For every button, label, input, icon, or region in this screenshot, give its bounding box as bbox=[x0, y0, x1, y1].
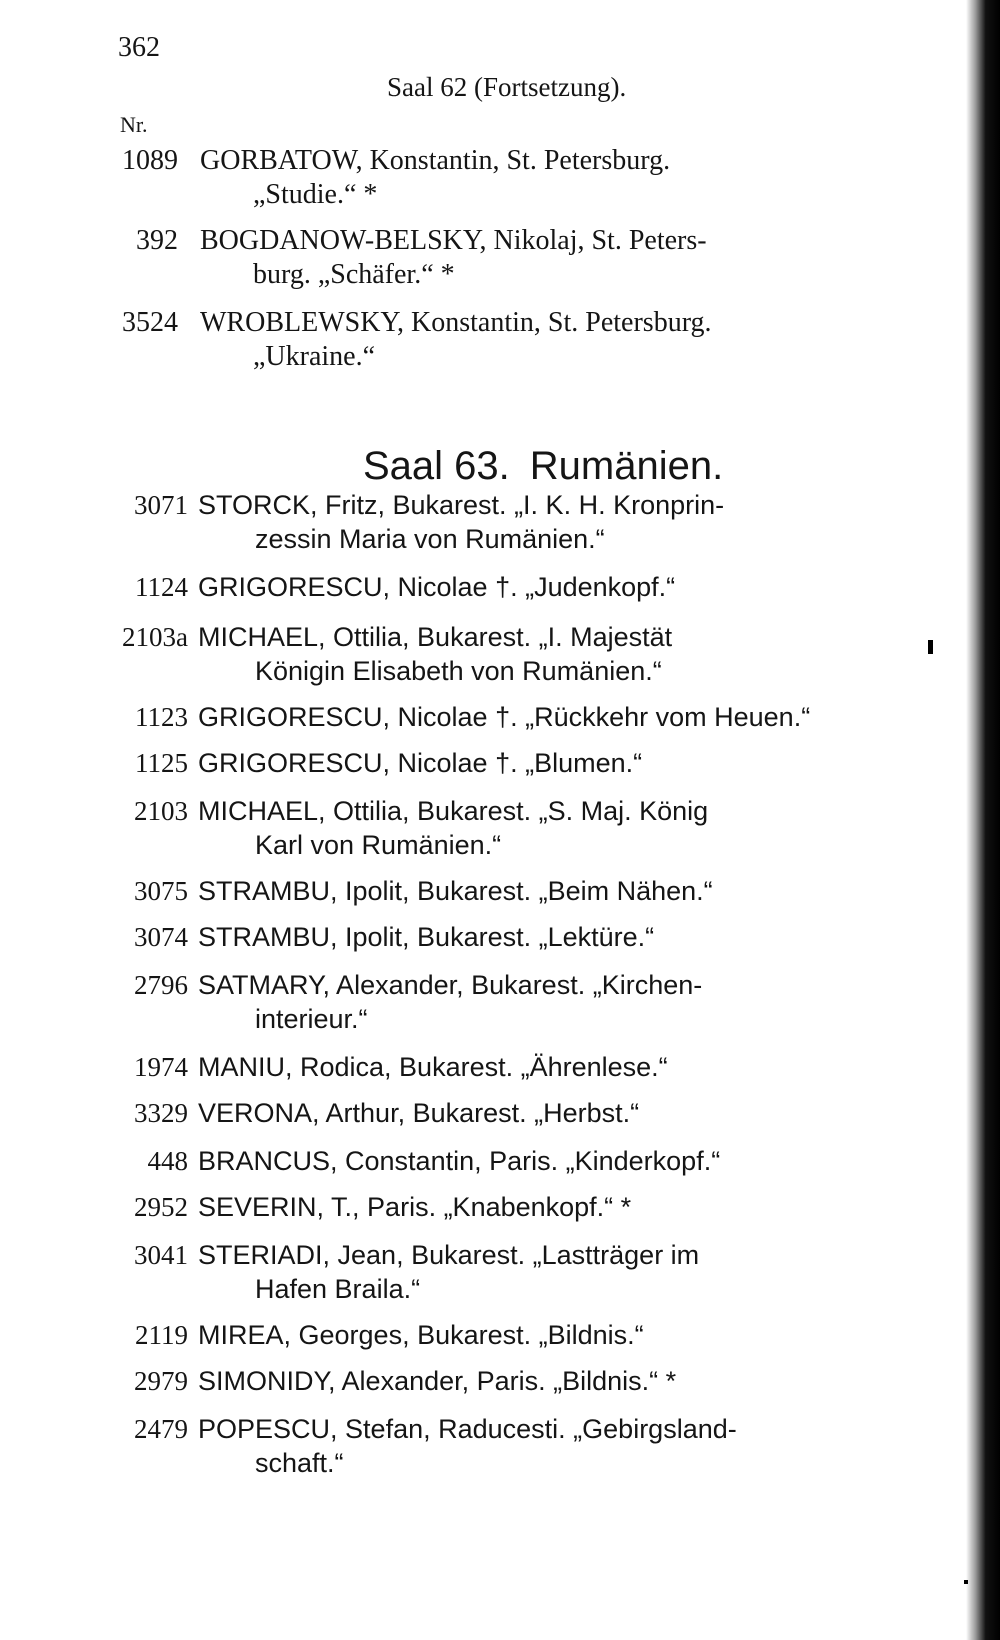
entry-text: GORBATOW, Konstantin, St. Petersburg. bbox=[200, 145, 671, 176]
entry-text: GRIGORESCU, Nicolae †. „Rückkehr vom Heuen.“ bbox=[198, 702, 811, 732]
running-head: Saal 62 (Fortsetzung). bbox=[387, 72, 627, 102]
entry-text: GRIGORESCU, Nicolae †. „Judenkopf.“ bbox=[198, 572, 676, 602]
entry-text: MANIU, Rodica, Bukarest. „Ährenlese.“ bbox=[198, 1052, 668, 1082]
entry-number: 3329 bbox=[134, 1098, 188, 1128]
entry-text: STRAMBU, Ipolit, Bukarest. „Lektüre.“ bbox=[198, 922, 655, 952]
entry-number: 2979 bbox=[134, 1366, 188, 1396]
entry-number: 448 bbox=[147, 1146, 188, 1176]
nr-column-label: Nr. bbox=[120, 112, 148, 137]
entry-number: 2479 bbox=[134, 1414, 188, 1444]
entry-text: STORCK, Fritz, Bukarest. „I. K. H. Kronprin- bbox=[198, 490, 725, 520]
entry-number: 1125 bbox=[135, 748, 188, 778]
entry-number: 1124 bbox=[135, 572, 188, 602]
entry-number: 3074 bbox=[134, 922, 188, 952]
entry-text-continued: „Studie.“ * bbox=[253, 179, 378, 210]
entry-text: STERIADI, Jean, Bukarest. „Lastträger im bbox=[198, 1240, 700, 1270]
entry-number: 2103 bbox=[134, 796, 188, 826]
entry-text: MICHAEL, Ottilia, Bukarest. „I. Majestät bbox=[198, 622, 673, 652]
entry-number: 2796 bbox=[134, 970, 188, 1000]
scan-shadow-edge bbox=[966, 0, 1000, 1640]
entry-text: SIMONIDY, Alexander, Paris. „Bildnis.“ * bbox=[198, 1366, 677, 1396]
page-number: 362 bbox=[118, 32, 160, 63]
entry-text: WROBLEWSKY, Konstantin, St. Petersburg. bbox=[200, 307, 712, 338]
entry-text-continued: „Ukraine.“ bbox=[253, 341, 376, 372]
hall-number: Saal 63. bbox=[363, 444, 510, 488]
entry-text: STRAMBU, Ipolit, Bukarest. „Beim Nähen.“ bbox=[198, 876, 713, 906]
entry-number: 2119 bbox=[135, 1320, 188, 1350]
entry-text: GRIGORESCU, Nicolae †. „Blumen.“ bbox=[198, 748, 643, 778]
entry-number: 2952 bbox=[134, 1192, 188, 1222]
entry-number: 3071 bbox=[134, 490, 188, 520]
entry-number: 1974 bbox=[134, 1052, 188, 1082]
entry-text: MICHAEL, Ottilia, Bukarest. „S. Maj. König bbox=[198, 796, 709, 826]
entry-text-continued: Hafen Braila.“ bbox=[255, 1274, 421, 1304]
hall-heading bbox=[363, 444, 723, 489]
entry-number: 3075 bbox=[134, 876, 188, 906]
scan-speck bbox=[964, 1580, 968, 1584]
entry-text: SATMARY, Alexander, Bukarest. „Kirchen- bbox=[198, 970, 703, 1000]
entry-text: BRANCUS, Constantin, Paris. „Kinderkopf.“ bbox=[198, 1146, 721, 1176]
entry-number: 3524 bbox=[122, 307, 178, 338]
entry-text-continued: schaft.“ bbox=[255, 1448, 344, 1478]
entry-text-continued: Karl von Rumänien.“ bbox=[255, 830, 502, 860]
entry-text-continued: zessin Maria von Rumänien.“ bbox=[255, 524, 605, 554]
scan-speck bbox=[928, 640, 933, 654]
entry-number: 392 bbox=[136, 225, 178, 256]
entry-text: VERONA, Arthur, Bukarest. „Herbst.“ bbox=[198, 1098, 640, 1128]
entry-text: BOGDANOW-BELSKY, Nikolaj, St. Peters- bbox=[200, 225, 707, 256]
hall-country: Rumänien. bbox=[529, 444, 724, 488]
entry-number: 1123 bbox=[135, 702, 188, 732]
entry-text: POPESCU, Stefan, Raducesti. „Gebirgsland- bbox=[198, 1414, 737, 1444]
entry-text-continued: interieur.“ bbox=[255, 1004, 368, 1034]
entry-number: 2103a bbox=[122, 622, 188, 652]
entry-number: 3041 bbox=[134, 1240, 188, 1270]
entry-text: SEVERIN, T., Paris. „Knabenkopf.“ * bbox=[198, 1192, 632, 1222]
entry-text-continued: burg. „Schäfer.“ * bbox=[253, 259, 455, 290]
entry-text: MIREA, Georges, Bukarest. „Bildnis.“ bbox=[198, 1320, 644, 1350]
entry-text-continued: Königin Elisabeth von Rumänien.“ bbox=[255, 656, 662, 686]
entry-number: 1089 bbox=[122, 145, 178, 176]
